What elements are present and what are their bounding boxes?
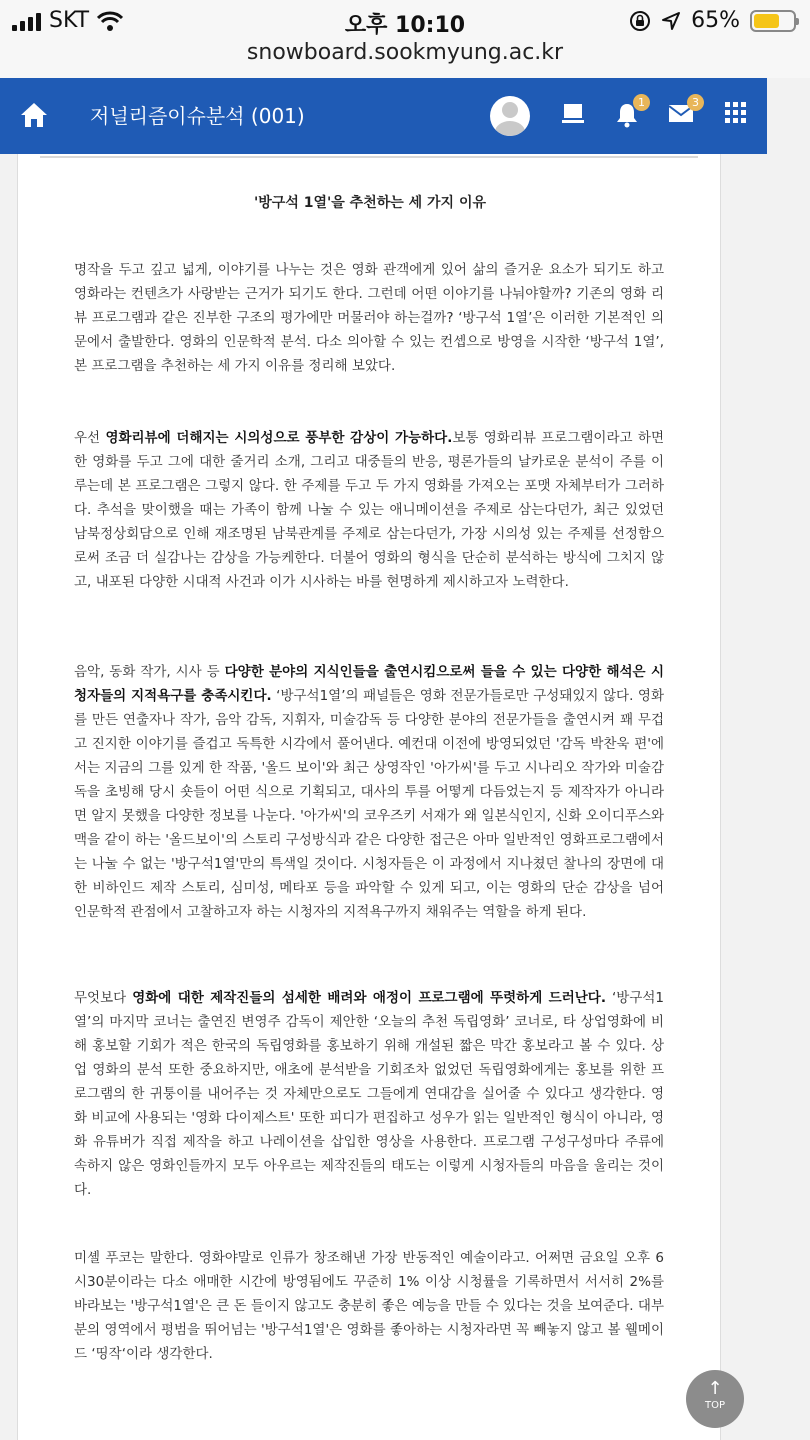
orientation-lock-icon — [629, 10, 651, 32]
avatar[interactable] — [490, 96, 530, 136]
battery-icon — [750, 10, 796, 32]
divider — [40, 156, 698, 158]
battery-percent: 65% — [691, 8, 740, 33]
article-title: '방구석 1열'을 추천하는 세 가지 이유 — [253, 195, 487, 211]
notification-badge: 1 — [633, 94, 650, 111]
paragraph-reason-2: 음악, 동화 작가, 시사 등 다양한 분야의 지식인들을 출연시킴으로써 들을 수 있는 다양한 해석은 시청자들의 지적욕구를 충족시킨다. ‘방구석1열’의 패널들은 영화 전문가들로만 구성돼있지 않다. 영화를 만든 연출자나 작가, 음악 감독, 지휘자, 미술감독 등 다양한 분야의 전문가들을 출연시켜 꽤 무겁고 진지한 이야기를 즐겁고 독특한 시각에서 풀어낸다. 예컨대 이전에 방영되었던 '감독 박찬욱 편'에서는 지금의 그를 있게 한 작품, '올드 보이'와 최근 상영작인 '아가씨'를 두고 시나리오 작가와 미술감독을 초빙해 당시 숏들이 어떤 식으로 기획되고, 대사의 투를 어떻게 다듬었는지 등 제작자가 아니라면 알지 못했을 다양한 정보를 나눈다. '아가씨'의 코우즈키 서재가 왜 일본식인지, 신화 오이디푸스와 맥을 같이 하는 '올드보이'의 스토리 구성방식과 같은 다양한 접근은 아마 일반적인 영화프로그램에서는 나눌 수 없는 '방구석1열'만의 특색일 것이다. 시청자들은 이 과정에서 지나쳤던 찰나의 장면에 대한 비하인드 제작 스토리, 심미성, 메타포 등을 파악할 수 있게 되고, 이는 영화의 단순 감상을 넘어 인문학적 관점에서 고찰하고자 하는 시청자의 지적욕구까지 채워주는 역할을 하게 된다. — [74, 664, 664, 920]
scroll-top-button[interactable] — [686, 1370, 744, 1428]
clock: 오후 10:10 — [344, 13, 466, 38]
carrier-label: SKT — [49, 8, 90, 33]
scroll-top-label: TOP — [704, 1400, 725, 1411]
status-bar — [0, 0, 810, 78]
paragraph-conclusion: 미셸 푸코는 말한다. 영화야말로 인류가 창조해낸 가장 반동적인 예술이라고. 어쩌면 금요일 오후 6시30분이라는 다소 애매한 시간에 방영됨에도 꾸준히 1% 이상 시청률을 기록하면서 서서히 2%를 바라보는 '방구석1열'은 큰 돈 들이지 않고도 충분히 좋은 예능을 만들 수 있다는 것을 보여준다. 대부분의 영역에서 평범을 뛰어넘는 '방구석1열'은 영화를 좋아하는 시청자라면 꼭 빼놓지 않고 볼 웰메이드 ‘띵작‘이라 생각한다. — [74, 1250, 664, 1362]
home-icon[interactable] — [20, 102, 48, 128]
paragraph-reason-1: 우선 영화리뷰에 더해지는 시의성으로 풍부한 감상이 가능하다.보통 영화리뷰 프로그램이라고 하면 한 영화를 두고 그에 대한 줄거리 소개, 그리고 대중들의 반응, 평론가들의 날카로운 분석이 주를 이루는데 본 프로그램은 그렇지 않다. 한 주제를 두고 두 가지 영화를 가져오는 포맷 자체부터가 그러하다. 추석을 맞이했을 때는 가족이 함께 나눌 수 있는 애니메이션을 주제로 삼는다던가, 최근 있었던 남북정상회담으로 인해 재조명된 남북관계를 주제로 삼는다던가, 가장 시의성 있는 주제를 선정함으로써 조금 더 실감나는 감상을 가능케한다. 더불어 영화의 형식을 단순히 분석하는 방식에 그치지 않고, 내포된 다양한 시대적 사건과 이가 시사하는 바를 현명하게 제시하고자 노력한다. — [74, 430, 664, 590]
location-icon — [661, 11, 681, 31]
message-badge: 3 — [687, 94, 704, 111]
content-sheet — [17, 154, 721, 1440]
paragraph-reason-3: 무엇보다 영화에 대한 제작진들의 섬세한 배려와 애정이 프로그램에 뚜렷하게 드러난다. ‘방구석1열’의 마지막 코너는 출연진 변영주 감독이 제안한 ‘오늘의 추천 독립영화’ 코너로, 타 상업영화에 비해 홍보할 기회가 적은 한국의 독립영화를 홍보하기 위해 개설된 짧은 막간 홍보라고 볼 수 있다. 상업 영화의 분석 또한 중요하지만, 애초에 분석받을 기회조차 없었던 독립영화에게는 홍보를 위한 프로그램의 한 귀퉁이를 내어주는 것 자체만으로도 그들에게 연대감을 실어줄 수 있다고 생각한다. 영화 비교에 사용되는 '영화 다이제스트' 또한 피디가 편집하고 성우가 읽는 일반적인 형식이 아니라, 영화 유튜버가 직접 제작을 하고 나레이션을 삽입한 영상을 사용한다. 프로그램 구성구성마다 주류에 속하지 않은 영화인들까지 모두 아우르는 제작진들의 태도는 이렇게 시청자들의 마음을 울리는 것이다. — [74, 990, 664, 1198]
messages-button[interactable] — [668, 96, 699, 124]
layout-icon[interactable] — [562, 102, 584, 126]
url-bar[interactable]: snowboard.sookmyung.ac.kr — [246, 40, 564, 65]
course-title[interactable]: 저널리즘이슈분석 (001) — [90, 104, 305, 128]
app-header — [0, 78, 767, 154]
status-right — [629, 8, 796, 33]
grid-icon[interactable] — [725, 102, 747, 124]
arrow-up-icon: ↑ — [707, 1378, 723, 1399]
notifications-button[interactable] — [614, 96, 645, 128]
paragraph-intro: 명작을 두고 깊고 넓게, 이야기를 나누는 것은 영화 관객에게 있어 삶의 즐거운 요소가 되기도 하고 영화라는 컨텐츠가 사랑받는 근거가 되기도 한다. 그런데 어떤 이야기를 나눠야할까? 기존의 영화 리뷰 프로그램과 같은 진부한 구조의 평가에만 머물러야 하는걸까? ‘방구석 1열’은 이러한 기본적인 의문에서 출발한다. 영화의 인문학적 분석. 다소 의아할 수 있는 컨셉으로 방영을 시작한 ‘방구석 1열’, 본 프로그램을 추천하는 세 가지 이유를 정리해 보았다. — [74, 262, 664, 374]
